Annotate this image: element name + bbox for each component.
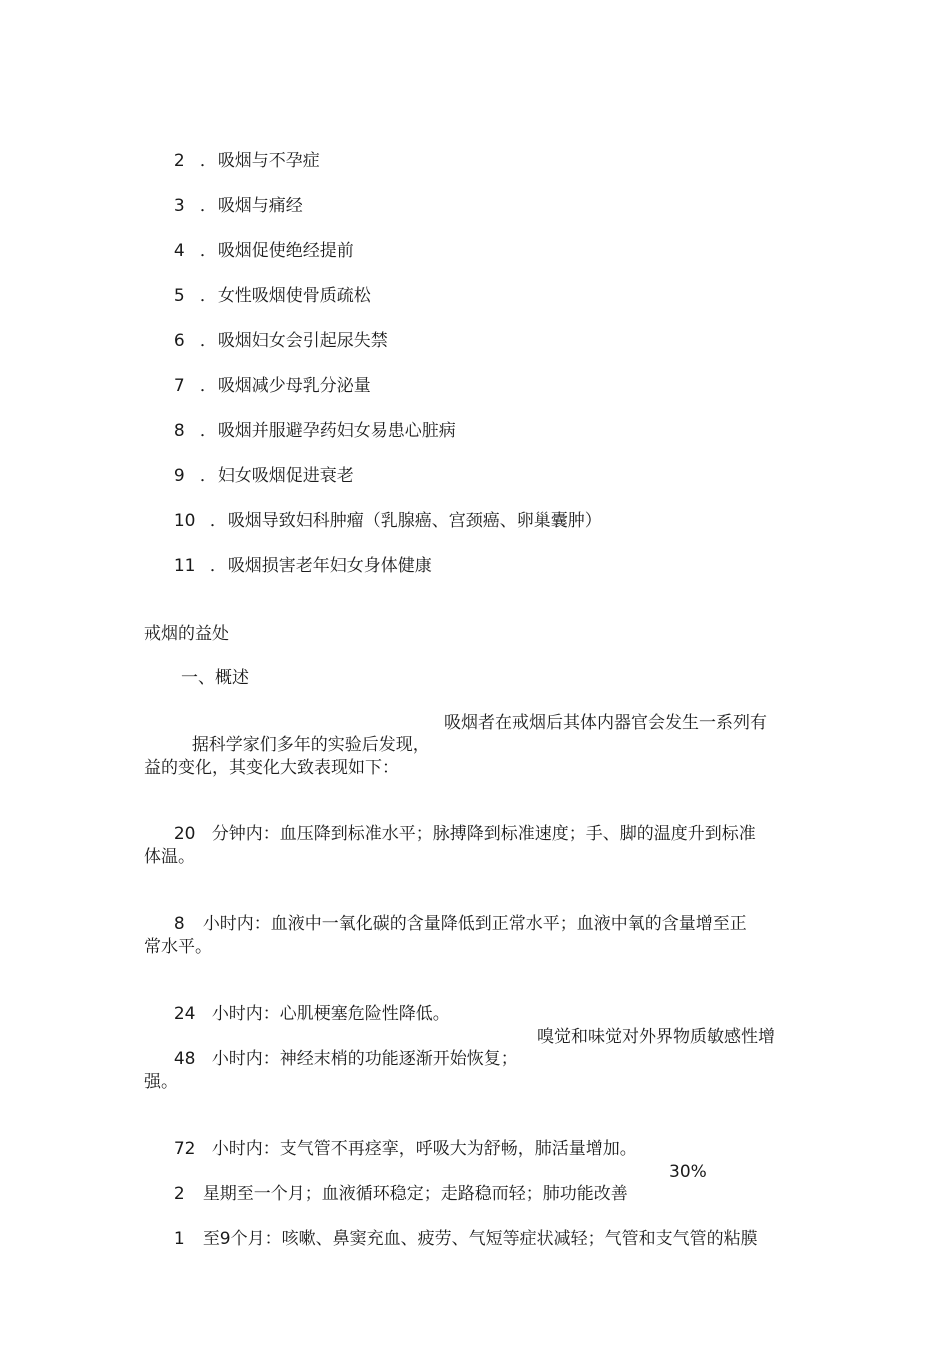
effect-number: 72	[173, 1139, 196, 1159]
effect-item-line	[163, 981, 450, 1025]
effect-text: 星期至一个月；血液循环稳定；走路稳而轻；肺功能改善	[202, 1184, 628, 1204]
intro-text-b: 吸烟者在戒烟后其体内器官会发生一系列有	[444, 713, 767, 733]
effect-continuation: 常水平。	[144, 937, 212, 957]
list-item	[163, 353, 371, 397]
list-number: 3	[173, 196, 185, 216]
list-item	[163, 128, 320, 172]
list-item	[163, 443, 354, 487]
effect-item-line	[163, 801, 756, 845]
list-text: 吸烟促使绝经提前	[217, 241, 354, 261]
list-item	[163, 488, 602, 532]
effect-item-line	[163, 1116, 637, 1160]
list-text: 吸烟与不孕症	[217, 151, 320, 171]
list-number: 10	[173, 511, 196, 531]
effect-text-b: 嗅觉和味觉对外界物质敏感性增	[537, 1027, 775, 1047]
effect-number: 24	[173, 1004, 196, 1024]
list-dot: ．	[199, 196, 217, 216]
effect-number: 1	[173, 1229, 185, 1249]
effect-number: 2	[173, 1184, 185, 1204]
list-number: 6	[173, 331, 185, 351]
effect-item-line	[163, 1161, 707, 1205]
effect-text: 小时内：心肌梗塞危险性降低。	[211, 1004, 450, 1024]
effect-percent: 30%	[669, 1162, 707, 1182]
list-item	[163, 173, 303, 217]
list-dot: ．	[199, 151, 217, 171]
effect-text: 分钟内：血压降到标准水平；脉搏降到标准速度；手、脚的温度升到标准	[211, 824, 756, 844]
effect-text: 至9个月：咳嗽、鼻窦充血、疲劳、气短等症状减轻；气管和支气管的粘膜	[202, 1229, 758, 1249]
list-item	[163, 398, 456, 442]
list-text: 吸烟与痛经	[217, 196, 303, 216]
list-dot: ．	[209, 556, 227, 576]
effect-continuation: 体温。	[144, 847, 195, 867]
list-text: 吸烟并服避孕药妇女易患心脏病	[217, 421, 456, 441]
list-dot: ．	[199, 241, 217, 261]
list-item	[163, 533, 432, 577]
list-text: 吸烟妇女会引起尿失禁	[217, 331, 388, 351]
intro-line-1	[181, 712, 767, 756]
intro-text-a: 据科学家们多年的实验后发现，	[191, 735, 430, 755]
list-item	[163, 308, 388, 352]
effect-text-a: 小时内：神经末梢的功能逐渐开始恢复；	[211, 1049, 518, 1069]
effect-item-line	[163, 891, 747, 935]
list-dot: ．	[199, 421, 217, 441]
list-number: 5	[173, 286, 185, 306]
intro-line-2: 益的变化，其变化大致表现如下：	[144, 758, 399, 778]
list-text: 吸烟减少母乳分泌量	[217, 376, 371, 396]
effect-number: 20	[173, 824, 196, 844]
list-number: 4	[173, 241, 185, 261]
effect-text: 小时内：血液中一氧化碳的含量降低到正常水平；血液中氧的含量增至正	[202, 914, 747, 934]
list-dot: ．	[199, 466, 217, 486]
list-item	[163, 263, 371, 307]
section-title: 戒烟的益处	[144, 624, 229, 644]
effect-number: 8	[173, 914, 185, 934]
list-number: 11	[173, 556, 196, 576]
list-number: 2	[173, 151, 185, 171]
list-number: 7	[173, 376, 185, 396]
list-number: 8	[173, 421, 185, 441]
effect-item-line	[163, 1206, 758, 1250]
effect-item-line	[163, 1026, 775, 1070]
list-dot: ．	[209, 511, 227, 531]
list-text: 女性吸烟使骨质疏松	[217, 286, 371, 306]
sub-heading: 一、概述	[181, 668, 249, 688]
list-text: 吸烟损害老年妇女身体健康	[227, 556, 432, 576]
effect-number: 48	[173, 1049, 196, 1069]
list-text: 妇女吸烟促进衰老	[217, 466, 354, 486]
list-dot: ．	[199, 331, 217, 351]
list-text: 吸烟导致妇科肿瘤（乳腺癌、宫颈癌、卵巢囊肿）	[227, 511, 602, 531]
list-dot: ．	[199, 376, 217, 396]
list-item	[163, 218, 354, 262]
effect-text: 小时内：支气管不再痉挛，呼吸大为舒畅，肺活量增加。	[211, 1139, 637, 1159]
effect-continuation: 强。	[144, 1072, 178, 1092]
list-dot: ．	[199, 286, 217, 306]
list-number: 9	[173, 466, 185, 486]
